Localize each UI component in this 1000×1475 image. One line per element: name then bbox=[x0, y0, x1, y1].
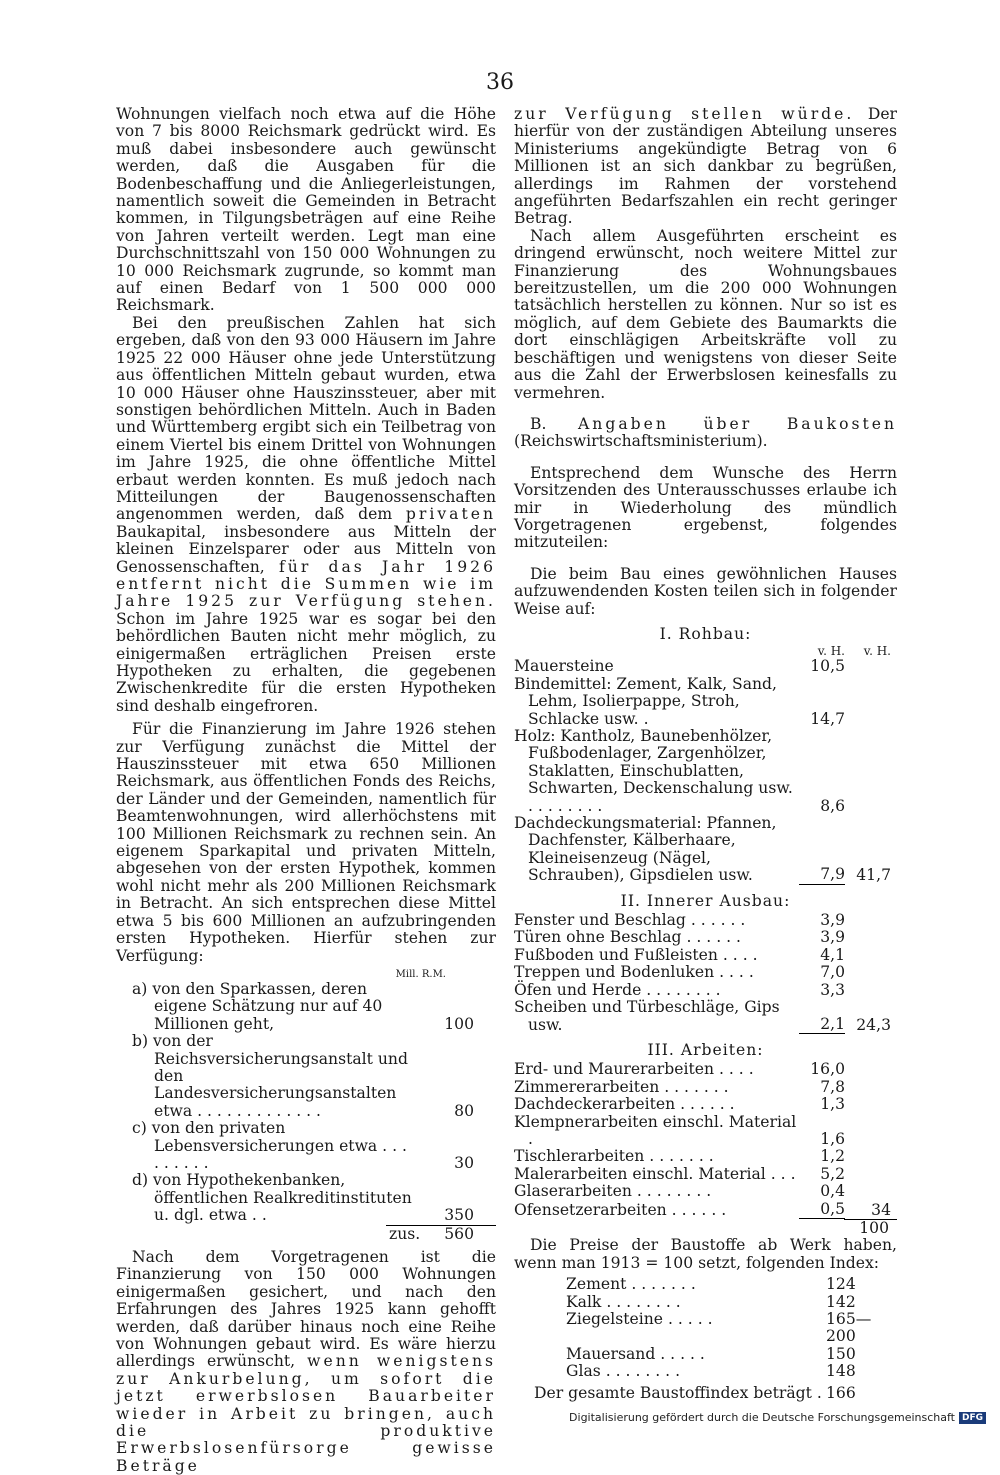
table-row: Dachdeckerarbeiten . . . . . . 1,3 bbox=[514, 1095, 845, 1114]
list-item: Zement . . . . . . . 124 bbox=[566, 1275, 856, 1294]
list-item: c) von den privaten Lebensversicherungen etwa . . . . . . . . . 30 bbox=[132, 1119, 474, 1172]
paragraph: Nach allem Ausgeführten erscheint es dringend erwünscht, noch weitere Mittel zur Finanzierung des Wohnungsbaues bereitzustellen, um die 200 000 Wohnungen tatsächlich herstellen zu können. Nur so ist es möglich, auf dem Gebiete des Baumarkts die dort einschlägigen Arbeitskräfte voll zu beschäftigen und wenigstens von dieser Seite aus die Zahl der Erwerbslosen keinesfalls zu vermehren. bbox=[514, 226, 897, 402]
table-row: Scheiben und Türbeschläge, Gips usw. 2,1 24,3 bbox=[514, 998, 891, 1034]
table-row: Holz: Kantholz, Baunebenhölzer, Fußbodenlager, Zargenhölzer, Staklatten, Einschublatten, Schwarten, Deckenschalung usw. . . . . . . . . 8,6 bbox=[514, 727, 845, 815]
paragraph: Die Preise der Baustoffe ab Werk haben, wenn man 1913 = 100 setzt, folgenden Index: bbox=[514, 1236, 897, 1272]
left-column bbox=[116, 106, 496, 1475]
grand-total: 100 bbox=[859, 1218, 889, 1237]
table-row: Dachdeckungsmaterial: Pfannen, Dachfenster, Kälberhaare, Kleineisenzeug (Nägel, Schrauben), Gipsdielen usw. 7,9 41,7 bbox=[514, 814, 891, 885]
section-title: II. Innerer Ausbau: bbox=[620, 891, 791, 910]
list-item: b) von der Reichsversicherungsanstalt und den Landesversicherungsanstalten etwa . . . . . . . . . . . . . 80 bbox=[132, 1032, 474, 1120]
table-row: Mauersteine 10,5 bbox=[514, 657, 845, 676]
table-row: Tischlerarbeiten . . . . . . . 1,2 bbox=[514, 1147, 845, 1166]
column-headers: v. H. v. H. bbox=[817, 644, 891, 659]
table-row: Erd- und Maurerarbeiten . . . . 16,0 bbox=[514, 1060, 845, 1079]
table-row: Öfen und Herde . . . . . . . . 3,3 bbox=[514, 980, 845, 999]
table-row: Türen ohne Beschlag . . . . . . 3,9 bbox=[514, 928, 845, 947]
price-index-list bbox=[514, 1276, 897, 1402]
list-item: Ziegelsteine . . . . . 165—200 bbox=[566, 1310, 872, 1346]
section-heading: B. Angaben über Baukosten (Reichswirtschaftsministerium). bbox=[514, 414, 897, 451]
unit-label: Mill. R.M. bbox=[395, 968, 446, 980]
paragraph: Für die Finanzierung im Jahre 1926 stehen zur Verfügung zunächst die Mittel der Hauszinssteuer mit etwa 650 Millionen Reichsmark, aus öffentlichen Fonds des Reichs, der Länder und der Gemeinden, namentlich für Beamtenwohnungen, wird allerhöchstens mit 100 Millionen Reichsmark zu rechnen sein. An eigenem Sparkapital und privaten Mitteln, abgesehen von der ersten Hypothek, kommen wohl nicht mehr als 200 Millionen Reichsmark in Betracht. An sich entsprechen diese Mittel etwa 5 bis 600 Millionen an aufzubringenden ersten Hypotheken. Hierfür stehen zur Verfügung: bbox=[116, 720, 496, 965]
table-row: Bindemittel: Zement, Kalk, Sand, Lehm, Isolierpappe, Stroh, Schlacke usw. . 14,7 bbox=[514, 674, 845, 728]
list-item: Mauersand . . . . . 150 bbox=[566, 1344, 856, 1363]
cost-table bbox=[514, 626, 897, 1237]
list-item: Kalk . . . . . . . . 142 bbox=[566, 1292, 856, 1311]
paragraph: Entsprechend dem Wunsche des Herrn Vorsitzenden des Unterausschusses erlaube ich mir in Wiederholung des mündlich Vorgetragenen ergebenst, folgendes mitzuteilen: bbox=[514, 463, 897, 552]
financing-list bbox=[116, 969, 496, 1243]
index-total: Der gesamte Baustoffindex beträgt . 166 bbox=[534, 1383, 856, 1402]
dfg-logo: DFG bbox=[959, 1412, 986, 1424]
table-row: Klempnerarbeiten einschl. Material . 1,6 bbox=[514, 1112, 845, 1148]
table-row: Ofensetzerarbeiten . . . . . . 0,5 34 bbox=[514, 1199, 891, 1219]
list-total: zus. 560 bbox=[389, 1224, 474, 1243]
table-row: Glaserarbeiten . . . . . . . . 0,4 bbox=[514, 1182, 845, 1201]
list-item: d) von Hypothekenbanken, öffentlichen Realkreditinstituten u. dgl. etwa . . 350 bbox=[132, 1171, 474, 1225]
page-number: 36 bbox=[486, 70, 514, 95]
paragraph: Bei den preußischen Zahlen hat sich ergeben, daß von den 93 000 Häusern im Jahre 1925 22 000 Häuser ohne jede Unterstützung aus öffentlichen Mitteln gebaut wurden, etwa 10 000 Häuser ohne Hauszinssteuer, aber mit sonstigen behördlichen Mitteln. Auch in Baden und Württemberg ergibt sich ein Teilbetrag von einem Viertel bis einem Drittel von Wohnungen im Jahre 1925, die ohne öffentliche Mittel erbaut werden konnten. Es muß jedoch nach Mitteilungen der Baugenossenschaften angenommen werden, daß dem privaten Baukapital, insbesondere aus Mitteln der kleinen Einzelsparer oder aus Mitteln von Genossenschaften, für das Jahr 1926 entfernt nicht die Summen wie im Jahre 1925 zur Verfügung stehen. Schon im Jahre 1925 war es sogar bei den behördlichen Bauten nicht mehr möglich, zu einigermaßen erträglichen Preisen erste Hypotheken zu erhalten, die gegebenen Zwischenkredite für die ersten Hypotheken sind deshalb eingefroren. bbox=[116, 313, 496, 715]
list-item: a) von den Sparkassen, deren eigene Schätzung nur auf 40 Millionen geht, 100 bbox=[132, 979, 474, 1033]
table-row: Fußboden und Fußleisten . . . . 4,1 bbox=[514, 945, 845, 964]
table-row: Zimmererarbeiten . . . . . . . 7,8 bbox=[514, 1077, 845, 1096]
paragraph: zur Verfügung stellen würde. Der hierfür von der zuständigen Abteilung unseres Ministeriums angekündigte Betrag von 6 Millionen ist an sich dankbar zu begrüßen, allerdings im Rahmen der vorstehend angeführten Bedarfszahlen ein recht geringer Betrag. bbox=[514, 105, 897, 228]
footer bbox=[569, 1411, 986, 1424]
paragraph: Die beim Bau eines gewöhnlichen Hauses aufzuwendenden Kosten teilen sich in folgender Weise auf: bbox=[514, 564, 897, 618]
section-title: I. Rohbau: bbox=[659, 624, 752, 643]
paragraph: Wohnungen vielfach noch etwa auf die Höhe von 7 bis 8000 Reichsmark gedrückt wird. Es muß dabei insbesondere auch gewünscht werden, daß die Ausgaben für die Bodenbeschaffung und die Anliegerleistungen, namentlich soweit die Gemeinden in Betracht kommen, in Tilgungsbeträgen auf eine Reihe von Jahren verteilt werden. Legt man eine Durchschnittszahl von 150 000 Wohnungen zu 10 000 Reichsmark zugrunde, so kommt man auf einen Bedarf von 1 500 000 000 Reichsmark. bbox=[116, 105, 496, 315]
right-column bbox=[514, 106, 897, 1402]
section-title: III. Arbeiten: bbox=[647, 1040, 764, 1059]
table-row: Treppen und Bodenluken . . . . 7,0 bbox=[514, 963, 845, 982]
table-row: Fenster und Beschlag . . . . . . 3,9 bbox=[514, 911, 845, 930]
table-row: Malerarbeiten einschl. Material . . . 5,2 bbox=[514, 1164, 845, 1183]
list-item: Glas . . . . . . . . 148 bbox=[566, 1362, 856, 1381]
footer-text: Digitalisierung gefördert durch die Deutsche Forschungsgemeinschaft bbox=[569, 1411, 955, 1424]
paragraph: Nach dem Vorgetragenen ist die Finanzierung von 150 000 Wohnungen einigermaßen gesichert, und nach den Erfahrungen des Jahres 1925 kann gehofft werden, daß darüber hinaus noch eine Reihe von Wohnungen gebaut wird. Es wäre hierzu allerdings erwünscht, wenn wenigstens zur Ankurbelung, um sofort die jetzt erwerbslosen Bauarbeiter wieder in Arbeit zu bringen, auch die produktive Erwerbslosenfürsorge gewisse Beträge bbox=[116, 1248, 497, 1475]
